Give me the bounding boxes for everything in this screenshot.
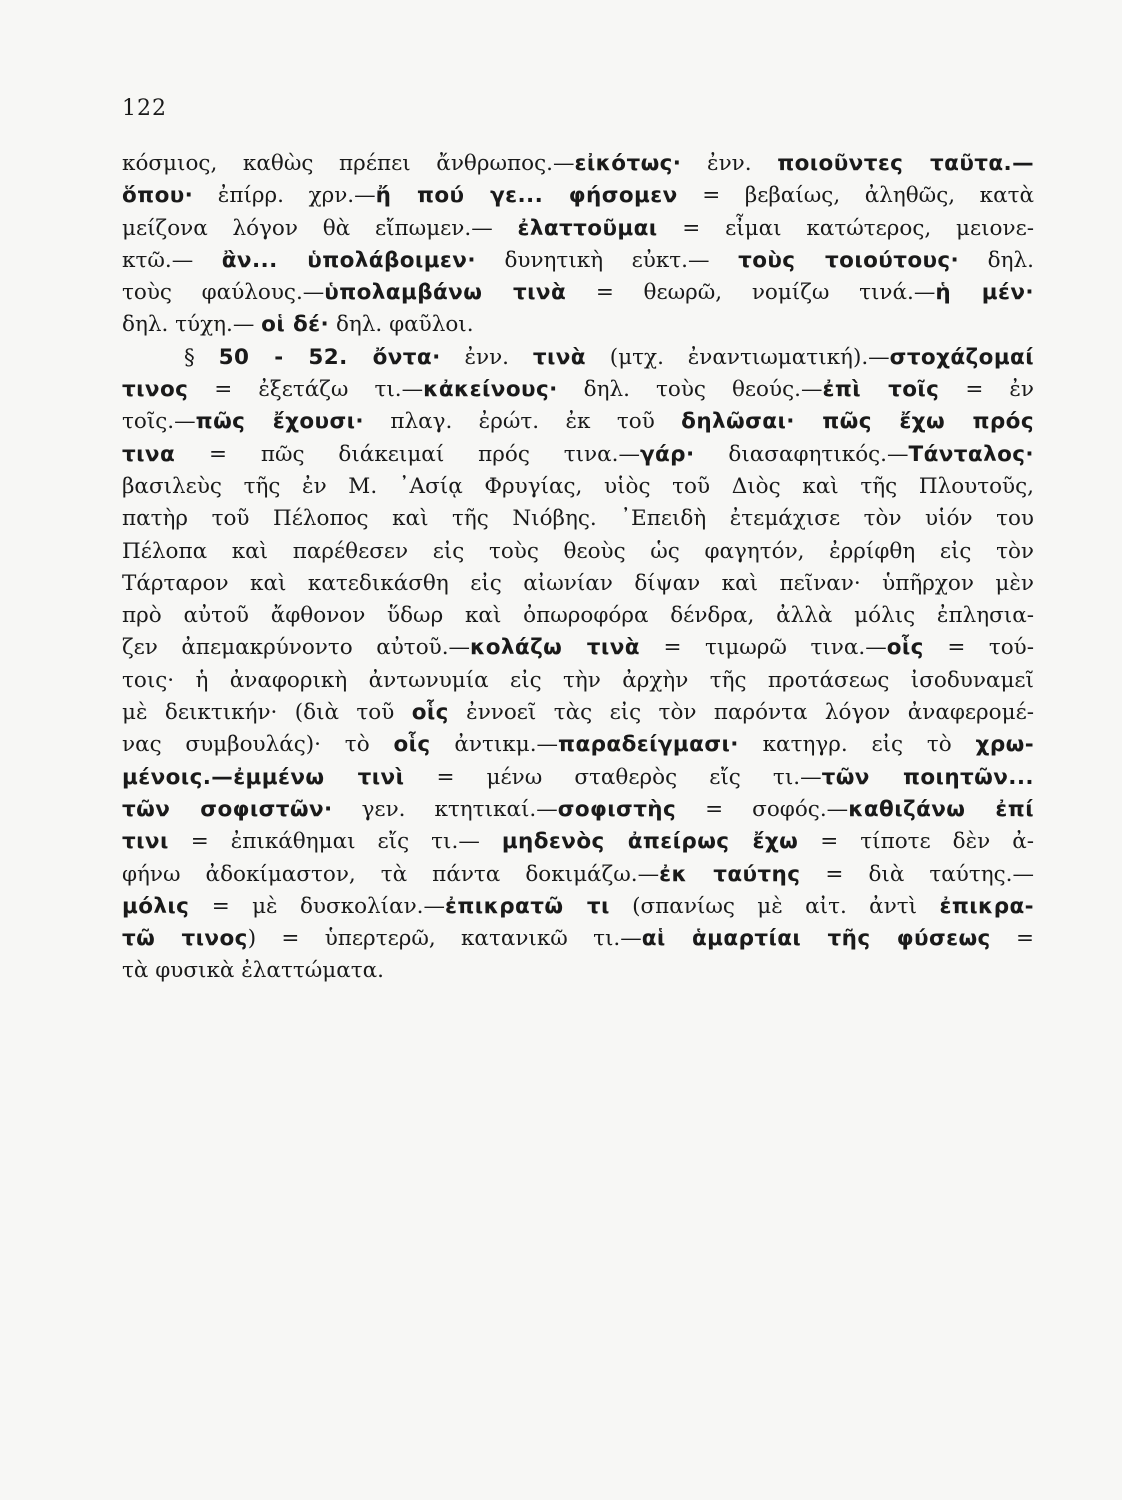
gloss-text: πατὴρ τοῦ Πέλοπος καὶ τῆς Νιόβης. ᾿Επειδὴ ἐτεμάχισε τὸν υἱόν του — [122, 506, 1034, 532]
gloss-text: τοῖς.— — [122, 409, 196, 435]
gloss-text: μὲ δεικτικήν· (διὰ τοῦ — [122, 700, 412, 726]
text-line — [122, 568, 1034, 600]
text-line — [122, 665, 1034, 697]
gloss-text: νας συμβουλάς)· τὸ — [122, 732, 394, 758]
gloss-text: γεν. κτητικαί.— — [332, 796, 558, 822]
gloss-text: ἐπίρρ. χρν.— — [193, 183, 376, 209]
headword: ἐπικρατῶ τι — [445, 893, 610, 919]
text-line — [122, 826, 1034, 858]
gloss-text: ἐνν. — [681, 151, 778, 176]
headword: αἱ ἁμαρτίαι τῆς φύσεως — [641, 926, 991, 952]
headword: στοχάζομαί — [889, 344, 1034, 370]
gloss-text: ἐννοεῖ τὰς εἰς τὸν παρόντα λόγον ἀναφερομέ- — [448, 700, 1034, 726]
headword: μόλις — [122, 893, 190, 919]
gloss-text: μείζονα λόγον θὰ εἴπωμεν.— — [122, 215, 518, 241]
show-through-texture — [122, 1030, 1034, 1380]
gloss-text: τὰ φυσικὰ ἐλαττώματα. — [122, 958, 385, 984]
headword: εἰκότως· — [574, 151, 682, 176]
gloss-text: = ἐξετάζω τι.— — [188, 377, 424, 403]
text-line — [122, 180, 1034, 212]
headword: καθιζάνω ἐπί — [848, 796, 1034, 822]
headword: ἐπὶ τοῖς — [822, 377, 940, 403]
gloss-text: πλαγ. ἐρώτ. ἐκ τοῦ — [363, 409, 682, 435]
headword: ἡ μέν· — [935, 280, 1034, 306]
gloss-text: = — [990, 926, 1034, 952]
headword: οἱ δέ· — [261, 312, 330, 338]
gloss-text: Πέλοπα καὶ παρέθεσεν εἰς τοὺς θεοὺς ὡς φαγητόν, ἐρρίφθη εἰς τὸν — [122, 538, 1034, 564]
headword: ἐλαττοῦμαι — [517, 215, 658, 241]
text-line — [122, 536, 1034, 568]
headword: ἂν... ὑπολάβοιμεν· — [221, 247, 476, 273]
headword: μένοις.—ἐμμένω τινὶ — [122, 764, 405, 790]
gloss-text: δηλ. — [959, 247, 1034, 273]
headword: κολάζω τινὰ — [470, 635, 640, 661]
text-line — [122, 213, 1034, 245]
gloss-text: δηλ. τοὺς θεούς.— — [557, 377, 823, 403]
headword: τῶν ποιητῶν... — [821, 764, 1034, 790]
text-line — [122, 600, 1034, 632]
headword: τῶν σοφιστῶν· — [122, 796, 333, 822]
gloss-text: ἀντικμ.— — [430, 732, 559, 758]
headword: κἀκείνους· — [423, 377, 558, 403]
headword: ὅπου· — [122, 183, 194, 209]
gloss-text: = βεβαίως, ἀληθῶς, κατὰ — [677, 183, 1035, 209]
headword: τῶ τινος — [122, 926, 248, 952]
gloss-text: δηλ. φαῦλοι. — [329, 312, 474, 338]
headword: τινὰ — [532, 344, 586, 370]
headword: οἷς — [393, 732, 431, 758]
text-line — [122, 729, 1034, 761]
glossary-text — [122, 148, 1034, 988]
text-line — [122, 406, 1034, 438]
page-number: 122 — [122, 96, 167, 121]
gloss-text: πρὸ αὐτοῦ ἄφθονον ὕδωρ καὶ ὀπωροφόρα δένδρα, ἀλλὰ μόλις ἐπλησια- — [122, 603, 1034, 629]
gloss-text: = πῶς διάκειμαί πρός τινα.— — [175, 441, 640, 467]
text-line — [122, 955, 1034, 987]
text-line — [122, 471, 1034, 503]
gloss-text: = διὰ ταύτης.— — [800, 861, 1034, 887]
text-line — [122, 309, 1034, 341]
text-line — [122, 148, 1034, 180]
headword: Τάνταλος· — [908, 441, 1034, 467]
headword: ἐπικρα- — [939, 893, 1034, 919]
text-line — [122, 794, 1034, 826]
text-line — [122, 859, 1034, 891]
text-line — [122, 245, 1034, 277]
headword: δηλῶσαι· πῶς ἔχω πρός — [681, 409, 1034, 435]
gloss-text: κατηγρ. εἰς τὸ — [738, 732, 976, 758]
gloss-text: = τίποτε δὲν ἀ- — [798, 829, 1035, 855]
text-line — [122, 439, 1034, 471]
headword: τινος — [122, 377, 189, 403]
text-line — [122, 503, 1034, 535]
gloss-text: = τού- — [923, 635, 1035, 661]
headword: ὑπολαμβάνω τινὰ — [324, 280, 567, 306]
headword: χρω- — [975, 732, 1035, 758]
gloss-text: = ἐπικάθημαι εἴς τι.— — [168, 829, 502, 855]
gloss-text: ἐνν. — [440, 344, 533, 370]
gloss-text: τοις· ἡ ἀναφορικὴ ἀντωνυμία εἰς τὴν ἀρχὴν τῆς προτάσεως ἰσοδυναμεῖ — [122, 667, 1034, 693]
gloss-text: = ἐν — [939, 377, 1034, 403]
gloss-text: = μὲ δυσκολίαν.— — [189, 893, 446, 919]
headword: ἐκ ταύτης — [659, 861, 801, 887]
headword: πῶς ἔχουσι· — [195, 409, 364, 435]
gloss-text: = τιμωρῶ τινα.— — [639, 635, 887, 661]
headword: σοφιστὴς — [557, 796, 677, 822]
text-line — [122, 277, 1034, 309]
headword: τοὺς τοιούτους· — [738, 247, 960, 273]
gloss-text: = θεωρῶ, νομίζω τινά.— — [566, 280, 936, 306]
text-line — [122, 632, 1034, 664]
headword: τινι — [122, 829, 169, 855]
headword: μηδενὸς ἀπείρως ἔχω — [501, 829, 799, 855]
gloss-text: διασαφητικός.— — [694, 441, 909, 467]
gloss-text: κόσμιος, καθὼς πρέπει ἄνθρωπος.— — [122, 151, 575, 176]
headword: 50 - 52. ὄντα· — [218, 344, 441, 370]
gloss-text: = μένω σταθερὸς εἴς τι.— — [404, 764, 822, 790]
headword: οἷς — [411, 700, 449, 726]
text-line — [122, 923, 1034, 955]
gloss-text: δυνητικὴ εὐκτ.— — [475, 247, 739, 273]
headword: τινα — [122, 441, 176, 467]
gloss-text: κτῶ.— — [122, 247, 222, 273]
gloss-text: φήνω ἀδοκίμαστον, τὰ πάντα δοκιμάζω.— — [122, 861, 660, 887]
headword: παραδείγμασι· — [558, 732, 739, 758]
headword: ἤ πού γε... φήσομεν — [375, 183, 678, 209]
gloss-text: βασιλεὺς τῆς ἐν Μ. ᾿Ασίᾳ Φρυγίας, υἱὸς τοῦ Διὸς καὶ τῆς Πλουτοῦς, — [122, 473, 1034, 499]
text-line — [122, 891, 1034, 923]
gloss-text: = εἶμαι κατώτερος, μειονε- — [657, 215, 1034, 241]
gloss-text: ) = ὑπερτερῶ, κατανικῶ τι.— — [247, 926, 642, 952]
text-line — [122, 762, 1034, 794]
text-line — [122, 374, 1034, 406]
gloss-text: τοὺς φαύλους.— — [122, 280, 325, 306]
headword: γάρ· — [639, 441, 695, 467]
text-line — [122, 342, 1034, 374]
headword: ποιοῦντες ταῦτα.— — [777, 151, 1034, 176]
text-line — [122, 697, 1034, 729]
headword: οἷς — [886, 635, 924, 661]
gloss-text: = σοφός.— — [676, 796, 849, 822]
gloss-text: (σπανίως μὲ αἰτ. ἀντὶ — [609, 893, 940, 919]
gloss-text: δηλ. τύχη.— — [122, 312, 262, 338]
gloss-text: (μτχ. ἐναντιωματική).— — [585, 344, 890, 370]
gloss-text: Τάρταρον καὶ κατεδικάσθη εἰς αἰωνίαν δίψαν καὶ πεῖναν· ὑπῆρχον μὲν — [122, 570, 1034, 596]
gloss-text: ζεν ἀπεμακρύνοντο αὐτοῦ.— — [122, 635, 471, 661]
gloss-text: § — [184, 344, 219, 370]
